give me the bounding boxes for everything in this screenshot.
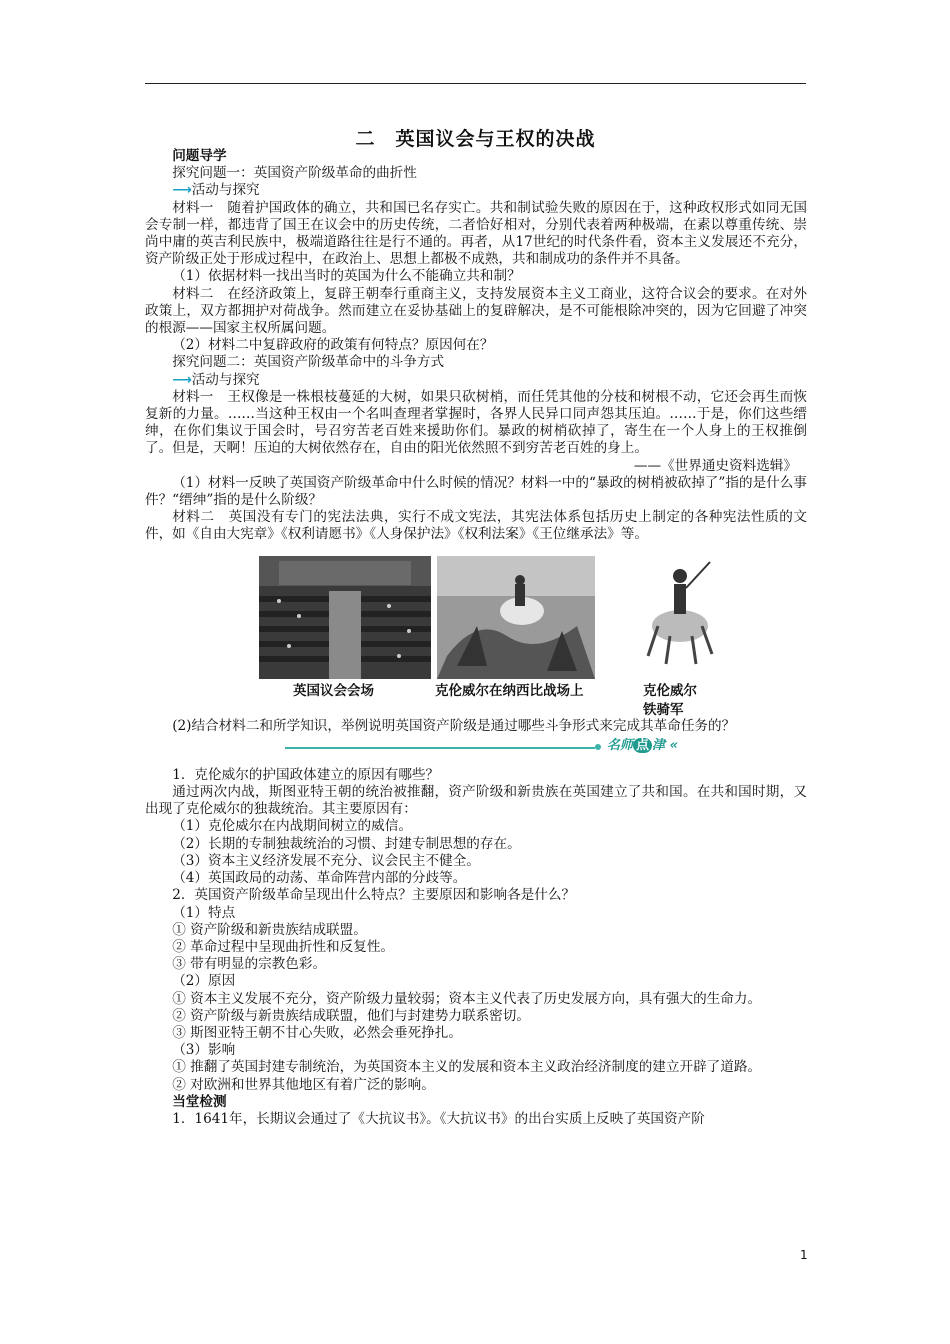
tip-line: （3）影响 <box>172 1042 236 1059</box>
tip-line: 通过两次内战，斯图亚特王朝的统治被推翻，资产阶级和新贵族在英国建立了共和国。在共和国时期，又出现了克伦威尔的独裁统治。其主要原因有： <box>145 784 807 818</box>
tip-line: ② 对欧洲和世界其他地区有着广泛的影响。 <box>172 1076 435 1093</box>
tip-line: ① 推翻了英国封建专制统治，为英国资本主义的发展和资本主义政治经济制度的建立开辟了道路。 <box>172 1059 762 1076</box>
header-rule <box>145 83 806 84</box>
caption-cromwell: 克伦威尔 <box>643 682 697 699</box>
tip-line: （2）原因 <box>172 973 236 990</box>
caption-ironsides: 铁骑军 <box>643 701 684 718</box>
tip-line: 2．英国资产阶级革命呈现出什么特点？主要原因和影响各是什么？ <box>172 887 576 904</box>
caption-parliament: 英国议会会场 <box>293 682 374 699</box>
tip-line: ① 资产阶级和新贵族结成联盟。 <box>172 921 367 938</box>
tip-line: （2）长期的专制独裁统治的习惯、封建专制思想的存在。 <box>172 835 521 852</box>
material-3-source: ——《世界通史资料选辑》 <box>633 457 797 474</box>
arrow-icon: ⟶ <box>172 182 192 199</box>
question-1-1: （1）依据材料一找出当时的英国为什么不能确立共和制？ <box>172 268 521 285</box>
question1-title: 探究问题一：英国资产阶级革命的曲折性 <box>172 165 417 182</box>
material-1: 材料一 随着护国政体的确立，共和国已名存实亡。共和制试验失败的原因在于，这种政权形式如同无国会专制一样，都违背了国王在议会中的历史传统，二者恰好相对，分别代表着两种极端，在素以尊重传统、崇尚中庸的英吉利民族中，极端道路往往是行不通的。再者，从17世纪的时代条件看，资本主义发展还不充分，资产阶级正处于形成过程中，在政治上、思想上都极不成熟，共和制成功的条件并不具备。 <box>145 199 807 268</box>
tip-line: （1）克伦威尔在内战期间树立的威信。 <box>172 818 412 835</box>
tip-line: （4）英国政局的动荡、革命阵营内部的分歧等。 <box>172 870 467 887</box>
caption-naseby: 克伦威尔在纳西比战场上 <box>435 682 584 699</box>
question-2-1: （1）材料一反映了英国资产阶级革命中什么时候的情况？材料一中的“暴政的树梢被砍掉了”指的是什么事件？“缙绅”指的是什么阶级？ <box>145 474 807 509</box>
section-heading-check: 当堂检测 <box>172 1093 227 1110</box>
tip-line: ② 资产阶级与新贵族结成联盟，他们与封建势力联系密切。 <box>172 1007 530 1024</box>
tip-line: （1）特点 <box>172 904 236 921</box>
activity-label-1: ⟶活动与探究 <box>172 182 260 199</box>
figure-row <box>145 556 807 718</box>
tip-line: 1．克伦威尔的护国政体建立的原因有哪些？ <box>172 766 440 783</box>
material-4: 材料二 英国没有专门的宪法法典，实行不成文宪法，其宪法体系包括历史上制定的各种宪法性质的文件，如《自由大宪章》《权利请愿书》《人身保护法》《权利法案》《王位继承法》等。 <box>145 509 807 543</box>
arrow-icon: ⟶ <box>172 371 192 388</box>
ironsides-cavalry-image <box>640 556 722 666</box>
mingshi-banner <box>145 737 807 757</box>
document-body <box>145 148 807 1128</box>
question-1-2: （2）材料二中复辟政府的政策有何特点？原因何在？ <box>172 337 494 354</box>
tip-line: （3）资本主义经济发展不充分、议会民主不健全。 <box>172 852 480 869</box>
question2-title: 探究问题二：英国资产阶级革命中的斗争方式 <box>172 354 445 371</box>
material-2: 材料二 在经济政策上，复辟王朝奉行重商主义，支持发展资本主义工商业，这符合议会的要求。在对外政策上，双方都拥护对荷战争。然而建立在妥协基础上的复辟解决，是不可能根除冲突的，因为它回避了冲突的根源——国家主权所属问题。 <box>145 285 807 337</box>
page-title: 二 英国议会与王权的决战 <box>355 128 596 150</box>
check-question-1: 1．1641年，长期议会通过了《大抗议书》。《大抗议书》的出台实质上反映了英国资产阶 <box>172 1110 705 1127</box>
section-heading-wenti: 问题导学 <box>172 148 227 164</box>
activity-label-2: ⟶活动与探究 <box>172 371 260 388</box>
tip-line: ③ 斯图亚特王朝不甘心失败，必然会垂死挣扎。 <box>172 1024 462 1041</box>
parliament-hall-image <box>259 556 431 679</box>
mingshi-label: 名师 点 津 « <box>607 737 679 753</box>
naseby-battlefield-image <box>437 556 595 679</box>
tip-line: ③ 带有明显的宗教色彩。 <box>172 956 327 973</box>
question-2-2: (2)结合材料二和所学知识，举例说明英国资产阶级是通过哪些斗争形式来完成其革命任务的？ <box>172 717 736 734</box>
tip-line: ① 资本主义发展不充分，资产阶级力量较弱；资本主义代表了历史发展方向，具有强大的生命力。 <box>172 990 762 1007</box>
tip-line: ② 革命过程中呈现曲折性和反复性。 <box>172 938 395 955</box>
material-3: 材料一 王权像是一株根枝蔓延的大树，如果只砍树梢，而任凭其他的分枝和树根不动，它还会再生而恢复新的力量。……当这种王权由一个名叫查理者掌握时，各界人民异口同声怨其压迫。……于是，你们这些缙绅，在你们集议于国会时，号召穷苦老百姓来援助你们。暴政的树梢砍掉了，寄生在一个人身上的王权推倒了。但是，天啊！压迫的大树依然存在，自由的阳光依然照不到穷苦老百姓的身上。 <box>145 388 807 457</box>
page-number: 1 <box>800 1248 808 1262</box>
